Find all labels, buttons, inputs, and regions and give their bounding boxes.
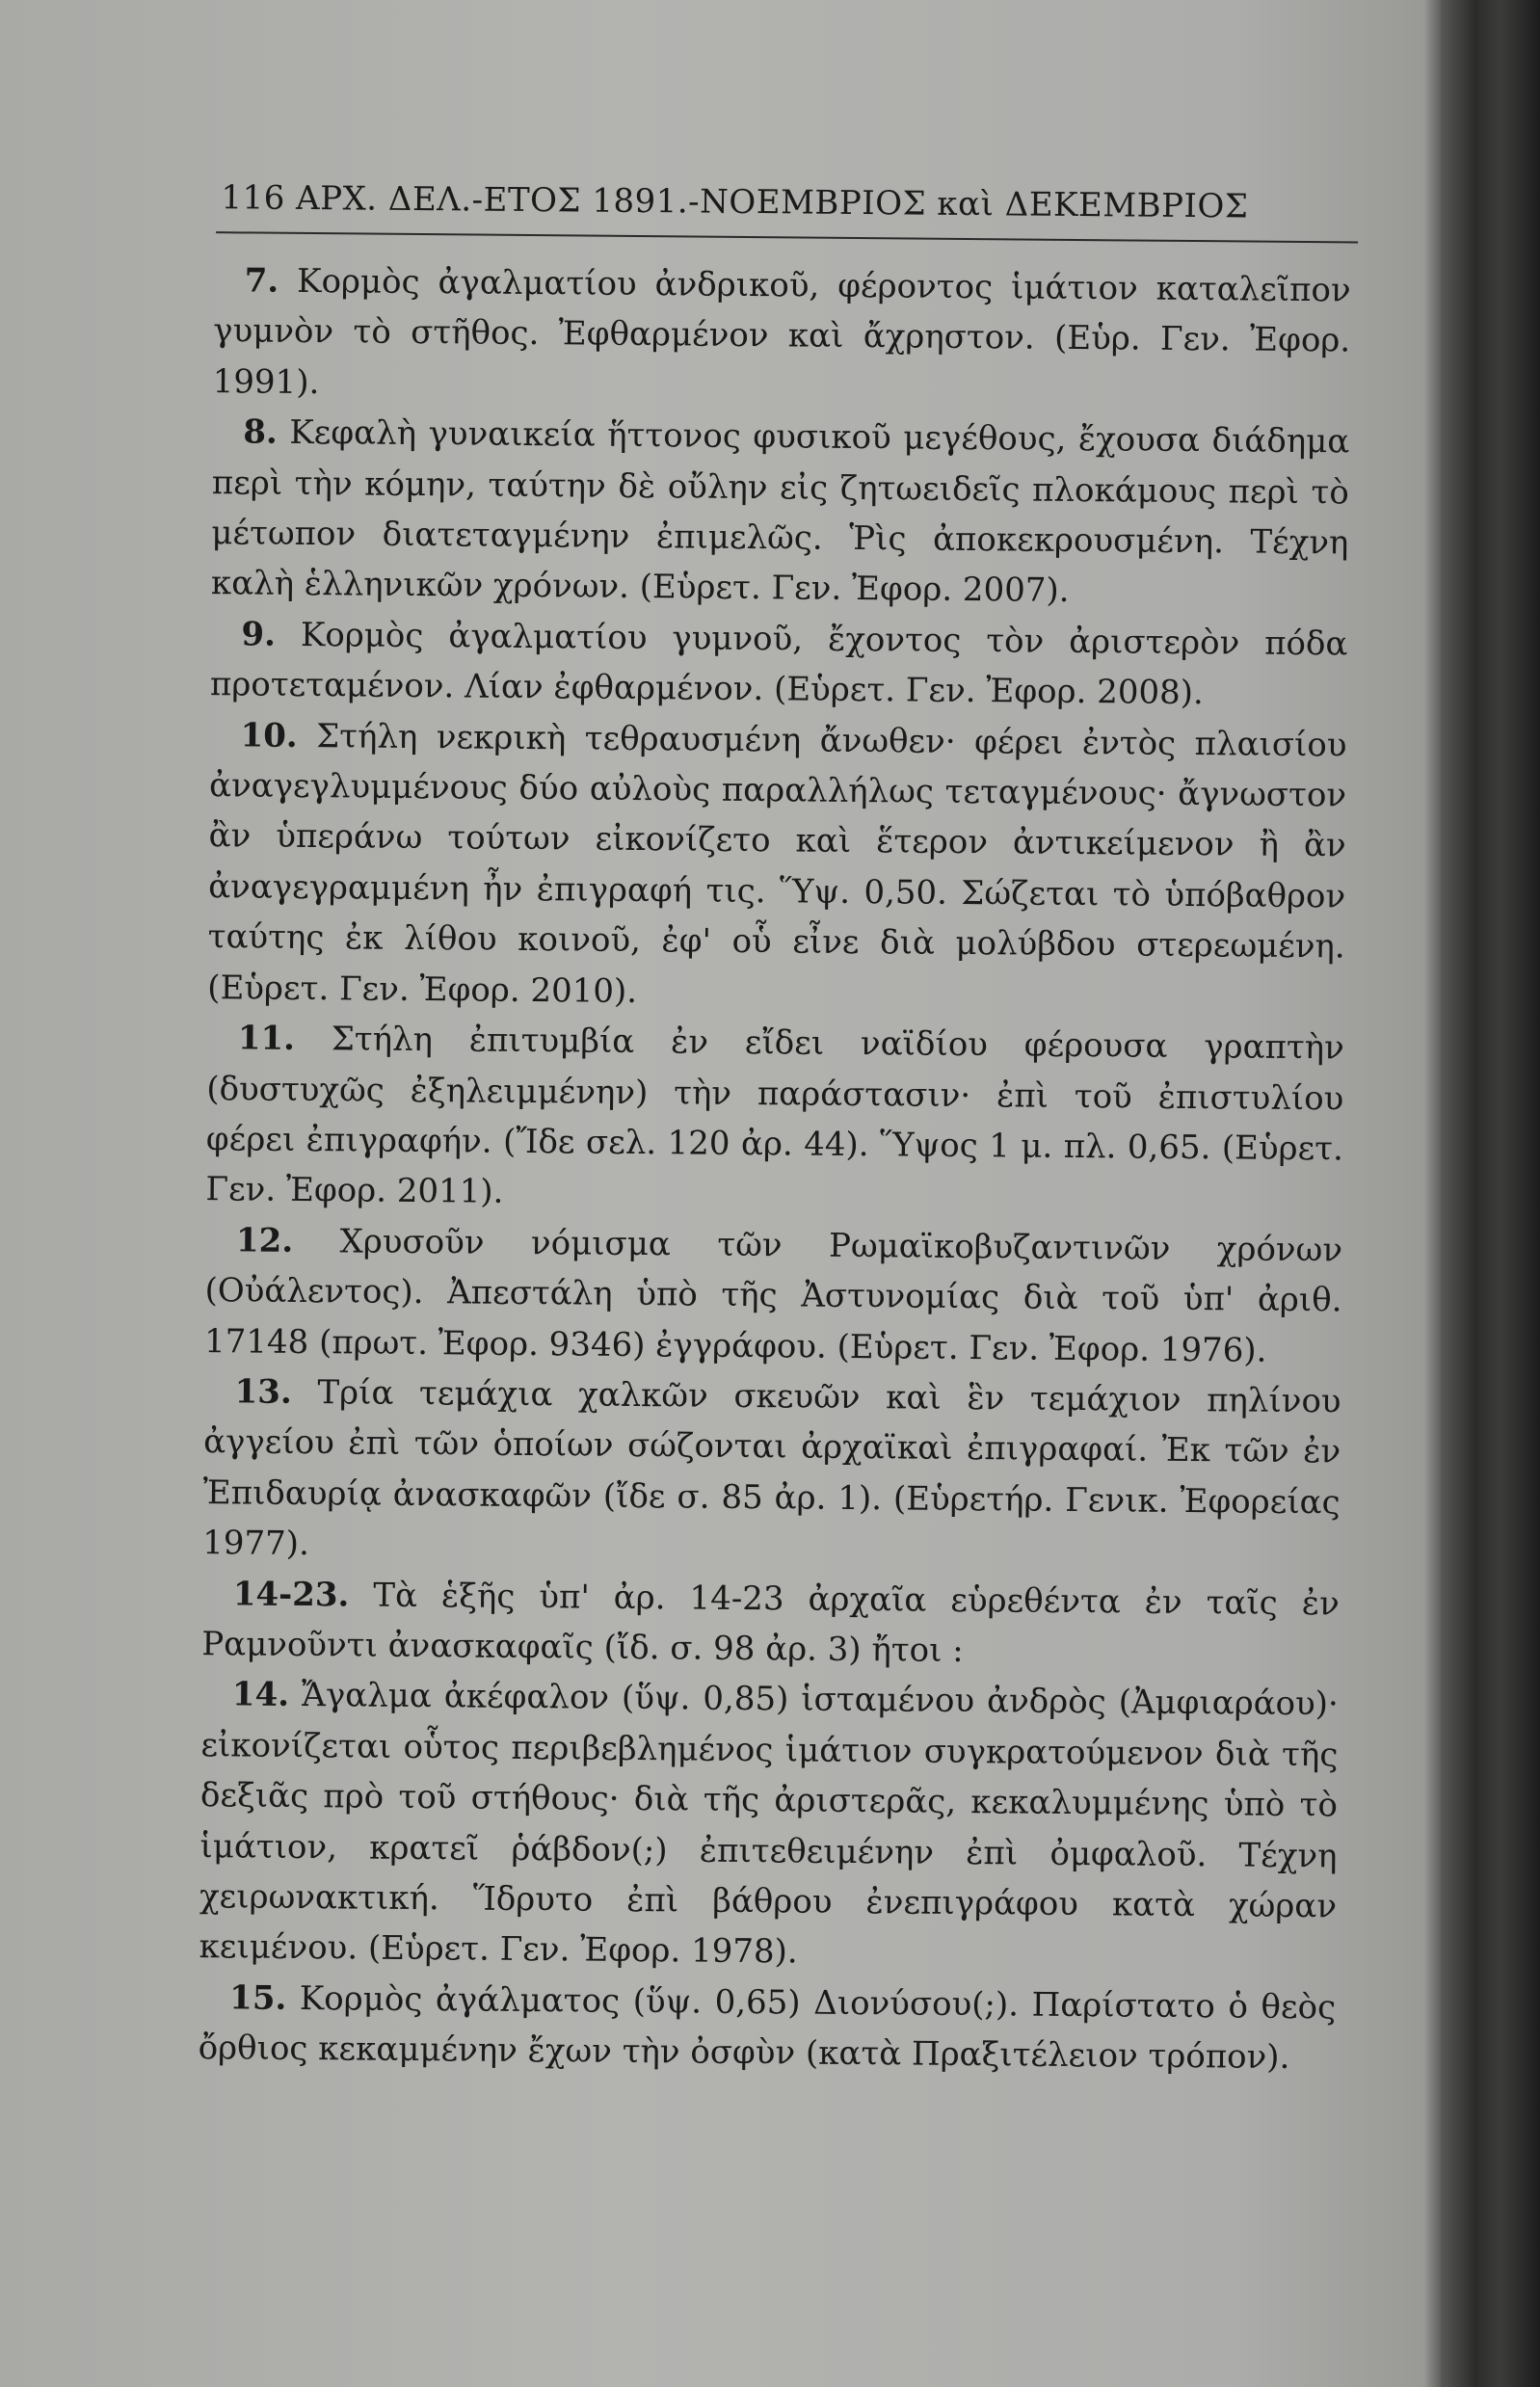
running-header: 116 ΑΡΧ. ΔΕΛ.-ΕΤΟΣ 1891.-ΝΟΕΜΒΡΙΟΣ καὶ ΔΕΚΕΜΒΡΙΟΣ	[221, 178, 1249, 226]
document-page	[178, 135, 1354, 2342]
entry-number: 11.	[237, 1019, 296, 1059]
entry-number: 7.	[244, 261, 279, 301]
entry-13	[202, 1366, 1341, 1578]
entry-9	[210, 609, 1348, 720]
book-gutter	[1441, 0, 1540, 2387]
entry-14-23	[201, 1569, 1340, 1680]
entry-text: Κορμὸς ἀγαλματίου ἀνδρικοῦ, φέροντος ἱμάτιον καταλεῖπον γυμνὸν τὸ στῆθος. Ἐφθαρμένον καὶ ἄχρηστον. (Εὑρ. Γεν. Ἐφορ. 1991).	[212, 261, 1351, 402]
entry-text: Ἄγαλμα ἀκέφαλον (ὕψ. 0,85) ἱσταμένου ἀνδρὸς (Ἀμφιαράου)· εἰκονίζεται οὗτος περιβεβλημένος ἱμάτιον συγκρατούμενον διὰ τῆς δεξιᾶς πρὸ τοῦ στήθους· διὰ τῆς ἀριστερᾶς, κεκαλυμμένης ὑπὸ τὸ ἱμάτιον, κρατεῖ ῥάβδον(;) ἐπιτεθειμένην ἐπὶ ὀμφαλοῦ. Τέχνη χειρωνακτική. Ἵδρυτο ἐπὶ βάθρου ἐνεπιγράφου κατὰ χώραν κειμένου. (Εὑρετ. Γεν. Ἐφορ. 1978).	[199, 1676, 1340, 1972]
entry-text: Κορμὸς ἀγαλματίου γυμνοῦ, ἔχοντος τὸν ἀριστερὸν πόδα προτεταμένον. Λίαν ἐφθαρμένον. (Εὑρετ. Γεν. Ἐφορ. 2008).	[209, 615, 1348, 713]
entry-10	[207, 710, 1347, 1023]
document-body	[198, 255, 1350, 2083]
entry-text: Κεφαλὴ γυναικεία ἥττονος φυσικοῦ μεγέθους, ἔχουσα διάδημα περὶ τὴν κόμην, ταύτην δὲ οὔλην εἰς ζητωειδεῖς πλοκάμους περὶ τὸ μέτωπον διατεταγμένην ἐπιμελῶς. Ῥὶς ἀποκεκρουσμένη. Τέχνη καλὴ ἑλληνικῶν χρόνων. (Εὑρετ. Γεν. Ἐφορ. 2007).	[210, 413, 1350, 611]
entry-11	[205, 1013, 1344, 1225]
entry-text: Κορμὸς ἀγάλματος (ὕψ. 0,65) Διονύσου(;). Παρίστατο ὁ θεὸς ὄρθιος κεκαμμένην ἔχων τὴν ὀσφὺν (κατὰ Πραξιτέλειον τρόπον).	[198, 1978, 1337, 2078]
entry-number: 9.	[241, 615, 277, 654]
entry-8	[211, 407, 1350, 619]
entry-number: 8.	[243, 412, 278, 452]
entry-12	[204, 1215, 1342, 1377]
entry-text: Στήλη νεκρικὴ τεθραυσμένη ἄνωθεν· φέρει ἐντὸς πλαισίου ἀναγεγλυμμένους δύο αὐλοὺς παραλλήλως τεταγμένους· ἄγνωστον ἂν ὑπεράνω τούτων εἰκονίζετο καὶ ἕτερον ἀντικείμενον ἢ ἂν ἀναγεγραμμένη ἦν ἐπιγραφή τις. Ὕψ. 0,50. Σώζεται τὸ ὑπόβαθρον ταύτης ἐκ λίθου κοινοῦ, ἐφ' οὗ εἶνε διὰ μολύβδου στερεωμένη. (Εὑρετ. Γεν. Ἐφορ. 2010).	[207, 716, 1347, 1011]
entry-number: 13.	[234, 1372, 292, 1412]
entry-text: Χρυσοῦν νόμισμα τῶν Ρωμαϊκοβυζαντινῶν χρόνων (Οὐάλεντος). Ἀπεστάλη ὑπὸ τῆς Ἀστυνομίας διὰ τοῦ ὑπ' ἀριθ. 17148 (πρωτ. Ἐφορ. 9346) ἐγγράφου. (Εὑρετ. Γεν. Ἐφορ. 1976).	[203, 1222, 1343, 1370]
entry-number: 10.	[240, 716, 298, 756]
entry-number: 14.	[231, 1675, 290, 1715]
entry-14	[199, 1669, 1339, 1982]
entry-number: 14-23.	[232, 1574, 350, 1614]
entry-15	[198, 1973, 1336, 2083]
entry-number: 12.	[235, 1221, 294, 1260]
entry-text: Τὰ ἑξῆς ὑπ' ἀρ. 14-23 ἀρχαῖα εὑρεθέντα ἐν ταῖς ἐν Ραμνοῦντι ἀνασκαφαῖς (ἴδ. σ. 98 ἀρ. 3) ἤτοι :	[201, 1576, 1340, 1670]
entry-number: 15.	[228, 1978, 287, 2018]
entry-text: Τρία τεμάχια χαλκῶν σκευῶν καὶ ἓν τεμάχιον πηλίνου ἀγγείου ἐπὶ τῶν ὁποίων σώζονται ἀρχαϊκαὶ ἐπιγραφαί. Ἐκ τῶν ἐν Ἐπιδαυρίᾳ ἀνασκαφῶν (ἴδε σ. 85 ἀρ. 1). (Εὑρετήρ. Γενικ. Ἐφορείας 1977).	[202, 1373, 1341, 1564]
entry-7	[213, 255, 1351, 417]
header-rule	[216, 231, 1358, 243]
entry-text: Στήλη ἐπιτυμβία ἐν εἴδει ναϊδίου φέρουσα γραπτὴν (δυστυχῶς ἐξηλειμμένην) τὴν παράστασιν· ἐπὶ τοῦ ἐπιστυλίου φέρει ἐπιγραφήν. (Ἴδε σελ. 120 ἀρ. 44). Ὕψος 1 μ. πλ. 0,65. (Εὑρετ. Γεν. Ἐφορ. 2011).	[205, 1020, 1344, 1212]
